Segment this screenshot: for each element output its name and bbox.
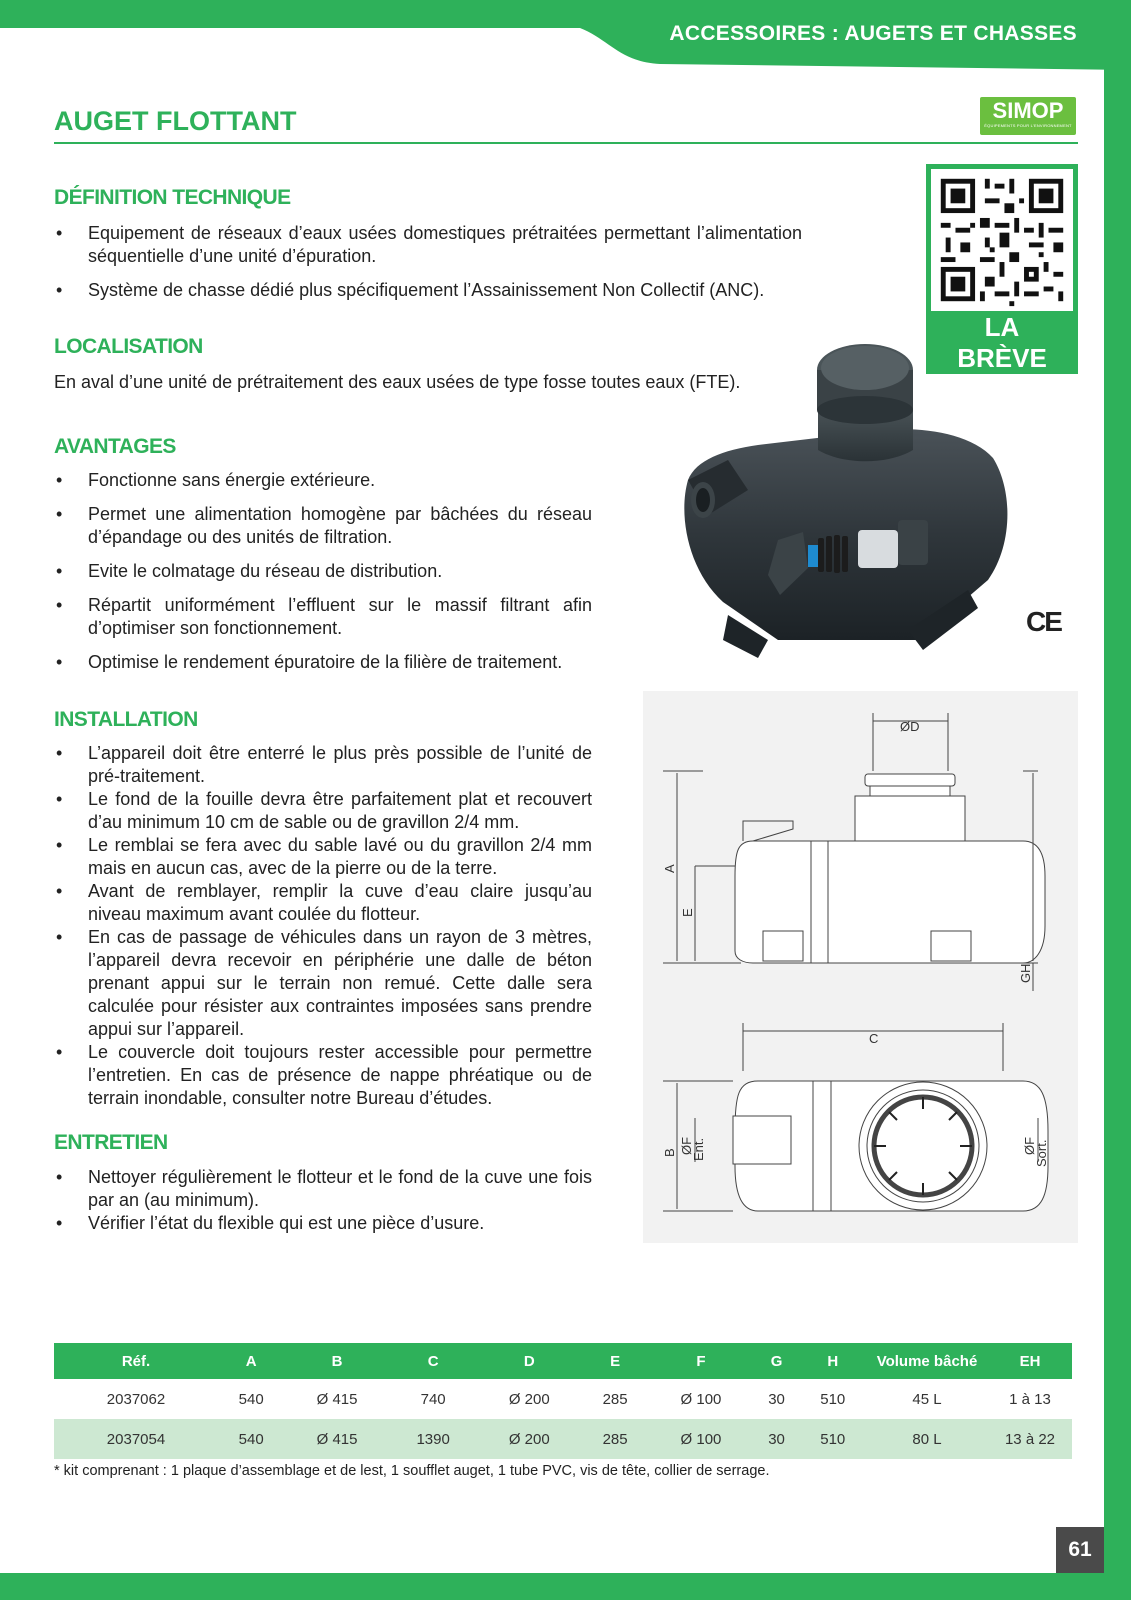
cell: 80 L: [866, 1419, 988, 1459]
dim-label-f-sort: ØF: [1022, 1136, 1037, 1155]
cell: Ø 100: [648, 1419, 753, 1459]
simop-logo: [980, 97, 1076, 135]
list-item: • Avant de remblayer, remplir la cuve d’eau claire jusqu’au niveau maximum avant coulée du flotteur.: [54, 880, 592, 926]
right-border-bar: [1104, 60, 1131, 1600]
table-row: [54, 1379, 1072, 1419]
cell: Ø 200: [508, 1390, 550, 1408]
title-divider: [54, 142, 1078, 144]
ce-marking: CE: [1026, 606, 1061, 637]
technical-drawing: [643, 691, 1078, 1243]
qr-code-icon: [931, 169, 1073, 311]
product-image: [668, 340, 1038, 675]
installation-list: [54, 742, 592, 1110]
cell: Ø 415: [284, 1419, 389, 1459]
dim-label-d: ØD: [900, 719, 920, 734]
cell: 1390: [390, 1419, 477, 1459]
bottom-border-bar: [0, 1573, 1131, 1600]
list-item: • Permet une alimentation homogène par bâchées du réseau d’épandage ou des unités de filtration.: [54, 503, 592, 549]
footnote: * kit comprenant : 1 plaque d’assemblage et de lest, 1 soufflet auget, 1 tube PVC, vis de tête, collier de serrage.: [54, 1463, 770, 1479]
localisation-heading: LOCALISATION: [54, 335, 203, 358]
table-header-row: [54, 1343, 1072, 1379]
dim-label-c: C: [869, 1031, 879, 1046]
list-item: • Vérifier l’état du flexible qui est une pièce d’usure.: [54, 1212, 592, 1235]
cell: Ø 200: [477, 1419, 582, 1459]
dim-label-sort: Sort.: [1034, 1139, 1049, 1167]
col-ref: Réf.: [54, 1343, 218, 1379]
header-category: ACCESSOIRES : AUGETS ET CHASSES: [669, 22, 1077, 45]
list-item: • Le remblai se fera avec du sable lavé ou du gravillon 2/4 mm mais en aucun cas, avec de la pierre ou de la terre.: [54, 834, 592, 880]
col-eh: EH: [988, 1343, 1072, 1379]
cell: 510: [820, 1390, 846, 1408]
cell: 510: [800, 1419, 866, 1459]
dim-label-h: H: [1018, 963, 1033, 973]
logo-text: SIMOP: [992, 98, 1064, 123]
col-d: D: [477, 1343, 582, 1379]
cell: 30: [754, 1419, 800, 1459]
installation-heading: INSTALLATION: [54, 708, 198, 731]
technical-drawing-svg: [643, 691, 1078, 1243]
table-row: [54, 1419, 1072, 1459]
cell: 285: [602, 1390, 628, 1408]
avantages-heading: AVANTAGES: [54, 435, 176, 458]
col-a: A: [218, 1343, 284, 1379]
dim-label-f-ent: ØF: [679, 1136, 694, 1155]
col-g: G: [754, 1343, 800, 1379]
entretien-heading: ENTRETIEN: [54, 1131, 168, 1154]
col-b: B: [284, 1343, 389, 1379]
page-number: 61: [1056, 1527, 1104, 1573]
page-title: AUGET FLOTTANT: [54, 106, 297, 136]
definition-list: [54, 222, 802, 302]
dim-label-ent: Ent.: [691, 1137, 706, 1161]
list-item: • Evite le colmatage du réseau de distribution.: [54, 560, 592, 583]
cell: 30: [768, 1390, 785, 1408]
col-volume: Volume bâché: [866, 1343, 988, 1379]
logo-tagline: ÉQUIPEMENTS POUR L'ENVIRONNEMENT: [984, 123, 1072, 128]
list-item: • L’appareil doit être enterré le plus près possible de l’unité de pré-traitement.: [54, 742, 592, 788]
list-item: • Equipement de réseaux d’eaux usées domestiques prétraitées permettant l’alimentation séquentielle d’une unité d’épuration.: [54, 222, 802, 268]
entretien-list: [54, 1166, 592, 1235]
dim-label-b: B: [662, 1148, 677, 1157]
dim-label-e: E: [680, 908, 695, 917]
cell: 740: [420, 1390, 446, 1408]
spec-table: [54, 1343, 1072, 1459]
dim-label-a: A: [662, 864, 677, 873]
list-item: • Le fond de la fouille devra être parfaitement plat et recouvert d’au minimum 10 cm de sable ou de gravillon 2/4 mm.: [54, 788, 592, 834]
dim-label-g: G: [1018, 972, 1033, 983]
cell: Ø 415: [316, 1390, 358, 1408]
cell: 540: [238, 1390, 264, 1408]
list-item: • Fonctionne sans énergie extérieure.: [54, 469, 592, 492]
list-item: • En cas de passage de véhicules dans un rayon de 3 mètres, l’appareil devra recevoir en périphérie une dalle de béton prenant appui sur le terrain non remué. Cette dalle sera calculée pour résister aux contraintes imposées sans prendre appui sur l’appareil.: [54, 926, 592, 1041]
cell: Ø 100: [680, 1390, 722, 1408]
list-item: • Nettoyer régulièrement le flotteur et le fond de la cuve une fois par an (au minimum).: [54, 1166, 592, 1212]
col-e: E: [582, 1343, 648, 1379]
cell: 45 L: [912, 1390, 942, 1408]
list-item: • Optimise le rendement épuratoire de la filière de traitement.: [54, 651, 592, 674]
localisation-text: En aval d’une unité de prétraitement des eaux usées de type fosse toutes eaux (FTE).: [54, 372, 741, 392]
col-f: F: [648, 1343, 753, 1379]
cell: 540: [218, 1419, 284, 1459]
cell: 13 à 22: [988, 1419, 1072, 1459]
col-h: H: [800, 1343, 866, 1379]
col-c: C: [390, 1343, 477, 1379]
list-item: • Système de chasse dédié plus spécifiquement l’Assainissement Non Collectif (ANC).: [54, 279, 802, 302]
cell: 2037062: [106, 1390, 166, 1408]
list-item: • Répartit uniformément l’effluent sur le massif filtrant afin d’optimiser son fonctionnement.: [54, 594, 592, 640]
cell: 2037054: [54, 1419, 218, 1459]
qr-label-line2: BRÈVE: [957, 343, 1047, 373]
avantages-list: [54, 469, 592, 674]
list-item: • Le couvercle doit toujours rester accessible pour permettre l’entretien. En cas de présence de nappe phréatique ou de terrain inondable, consulter notre Bureau d’études.: [54, 1041, 592, 1110]
cell: 1 à 13: [1009, 1390, 1051, 1408]
qr-label-line1: LA: [984, 312, 1020, 342]
definition-heading: DÉFINITION TECHNIQUE: [54, 186, 291, 209]
cell: 285: [582, 1419, 648, 1459]
